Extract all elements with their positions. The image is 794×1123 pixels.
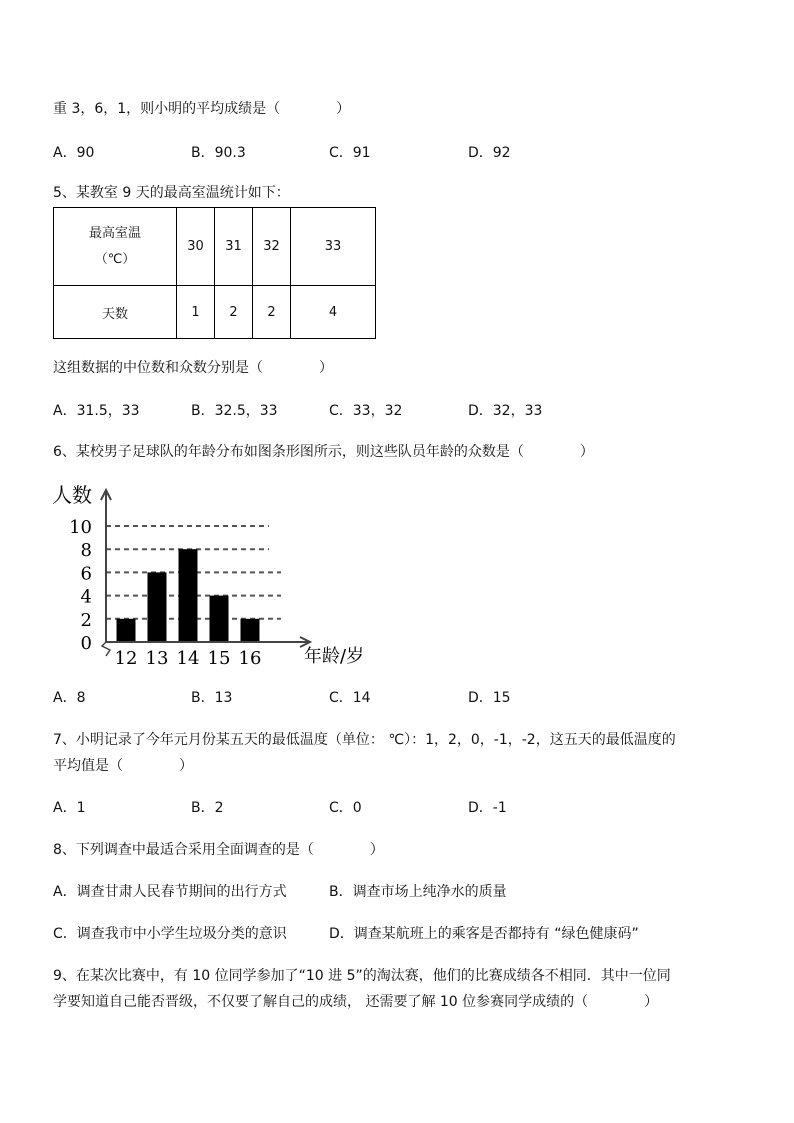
- bar: [210, 596, 229, 642]
- y-tick-label: 0: [80, 633, 92, 654]
- q6-option-c: C．14: [329, 690, 371, 706]
- table-header-cell: [54, 208, 177, 286]
- q5-option-b: B．32.5，33: [191, 403, 278, 419]
- q5-question: 这组数据的中位数和众数分别是（ ）: [53, 360, 333, 376]
- q7-option-b: B．2: [191, 800, 224, 816]
- header-label: 最高室温: [88, 225, 141, 241]
- bar: [148, 572, 167, 642]
- table-cell: 1: [177, 286, 215, 339]
- q7-option-d: D．-1: [468, 800, 507, 816]
- age-bar-chart: [50, 480, 380, 670]
- x-tick-label: 12: [114, 648, 138, 669]
- bar: [241, 619, 260, 642]
- y-tick-label: 10: [69, 517, 92, 538]
- q5-option-d: D．32，33: [468, 403, 543, 419]
- table-cell: 32: [253, 208, 291, 286]
- table-cell: 2: [253, 286, 291, 339]
- q9-stem-line1: 9、在某次比赛中，有 10 位同学参加了“10 进 5”的淘汰赛，他们的比赛成绩各不相同．其中一位同: [53, 968, 671, 984]
- x-axis-title: 年龄/岁: [304, 646, 365, 667]
- q8-option-c: C．调查我市中小学生垃圾分类的意识: [53, 926, 287, 942]
- table-row-label: 天数: [54, 286, 177, 339]
- x-tick-label: 16: [238, 648, 262, 669]
- y-tick-label: 8: [80, 540, 92, 562]
- y-tick-label: 2: [80, 609, 92, 631]
- table-cell: 2: [215, 286, 253, 339]
- x-tick-label: 14: [176, 648, 200, 669]
- q7-option-a: A．1: [53, 800, 86, 816]
- q4-option-c: C．91: [329, 145, 371, 161]
- x-tick-label: 15: [207, 648, 231, 669]
- temperature-table: [53, 207, 376, 339]
- q8-option-d: D．调查某航班上的乘客是否都持有 “绿色健康码”: [329, 926, 639, 942]
- bar: [117, 619, 136, 642]
- q4-option-d: D．92: [468, 145, 511, 161]
- q4-stem-tail: 重 3，6，1，则小明的平均成绩是（ ）: [53, 101, 351, 117]
- table-cell: 31: [215, 208, 253, 286]
- q9-stem-line2: 学要知道自己能否晋级，不仅要了解自己的成绩， 还需要了解 10 位参赛同学成绩的（ ）: [53, 994, 659, 1010]
- y-axis-title: 人数: [52, 483, 92, 507]
- table-row: [54, 208, 376, 286]
- q8-option-a: A．调查甘肃人民春节期间的出行方式: [53, 884, 287, 900]
- axis-break-mark: [102, 642, 110, 656]
- q5-option-c: C．33，32: [329, 403, 403, 419]
- bar: [179, 549, 198, 642]
- header-unit: （℃）: [94, 251, 136, 267]
- q6-option-a: A．8: [53, 690, 86, 706]
- table-cell: 30: [177, 208, 215, 286]
- q5-stem: 5、某教室 9 天的最高室温统计如下：: [53, 185, 290, 201]
- y-tick-label: 6: [80, 563, 92, 585]
- table-cell: 4: [291, 286, 376, 339]
- q8-stem: 8、下列调查中最适合采用全面调查的是（ ）: [53, 842, 384, 858]
- q8-option-b: B．调查市场上纯净水的质量: [329, 884, 507, 900]
- q6-option-d: D．15: [468, 690, 511, 706]
- table-cell: 33: [291, 208, 376, 286]
- q5-option-a: A．31.5，33: [53, 403, 140, 419]
- y-tick-label: 4: [80, 586, 92, 608]
- q4-option-b: B．90.3: [191, 145, 246, 161]
- q7-stem-line1: 7、小明记录了今年元月份某五天的最低温度（单位： ℃）：1，2，0，-1，-2，这五天的最低温度的: [53, 732, 676, 748]
- q6-stem: 6、某校男子足球队的年龄分布如图条形图所示，则这些队员年龄的众数是（ ）: [53, 444, 594, 460]
- q6-option-b: B．13: [191, 690, 233, 706]
- q4-option-a: A．90: [53, 145, 95, 161]
- table-row: [54, 286, 376, 339]
- x-tick-label: 13: [145, 648, 169, 669]
- q7-stem-line2: 平均值是（ ）: [53, 758, 193, 774]
- q7-option-c: C．0: [329, 800, 362, 816]
